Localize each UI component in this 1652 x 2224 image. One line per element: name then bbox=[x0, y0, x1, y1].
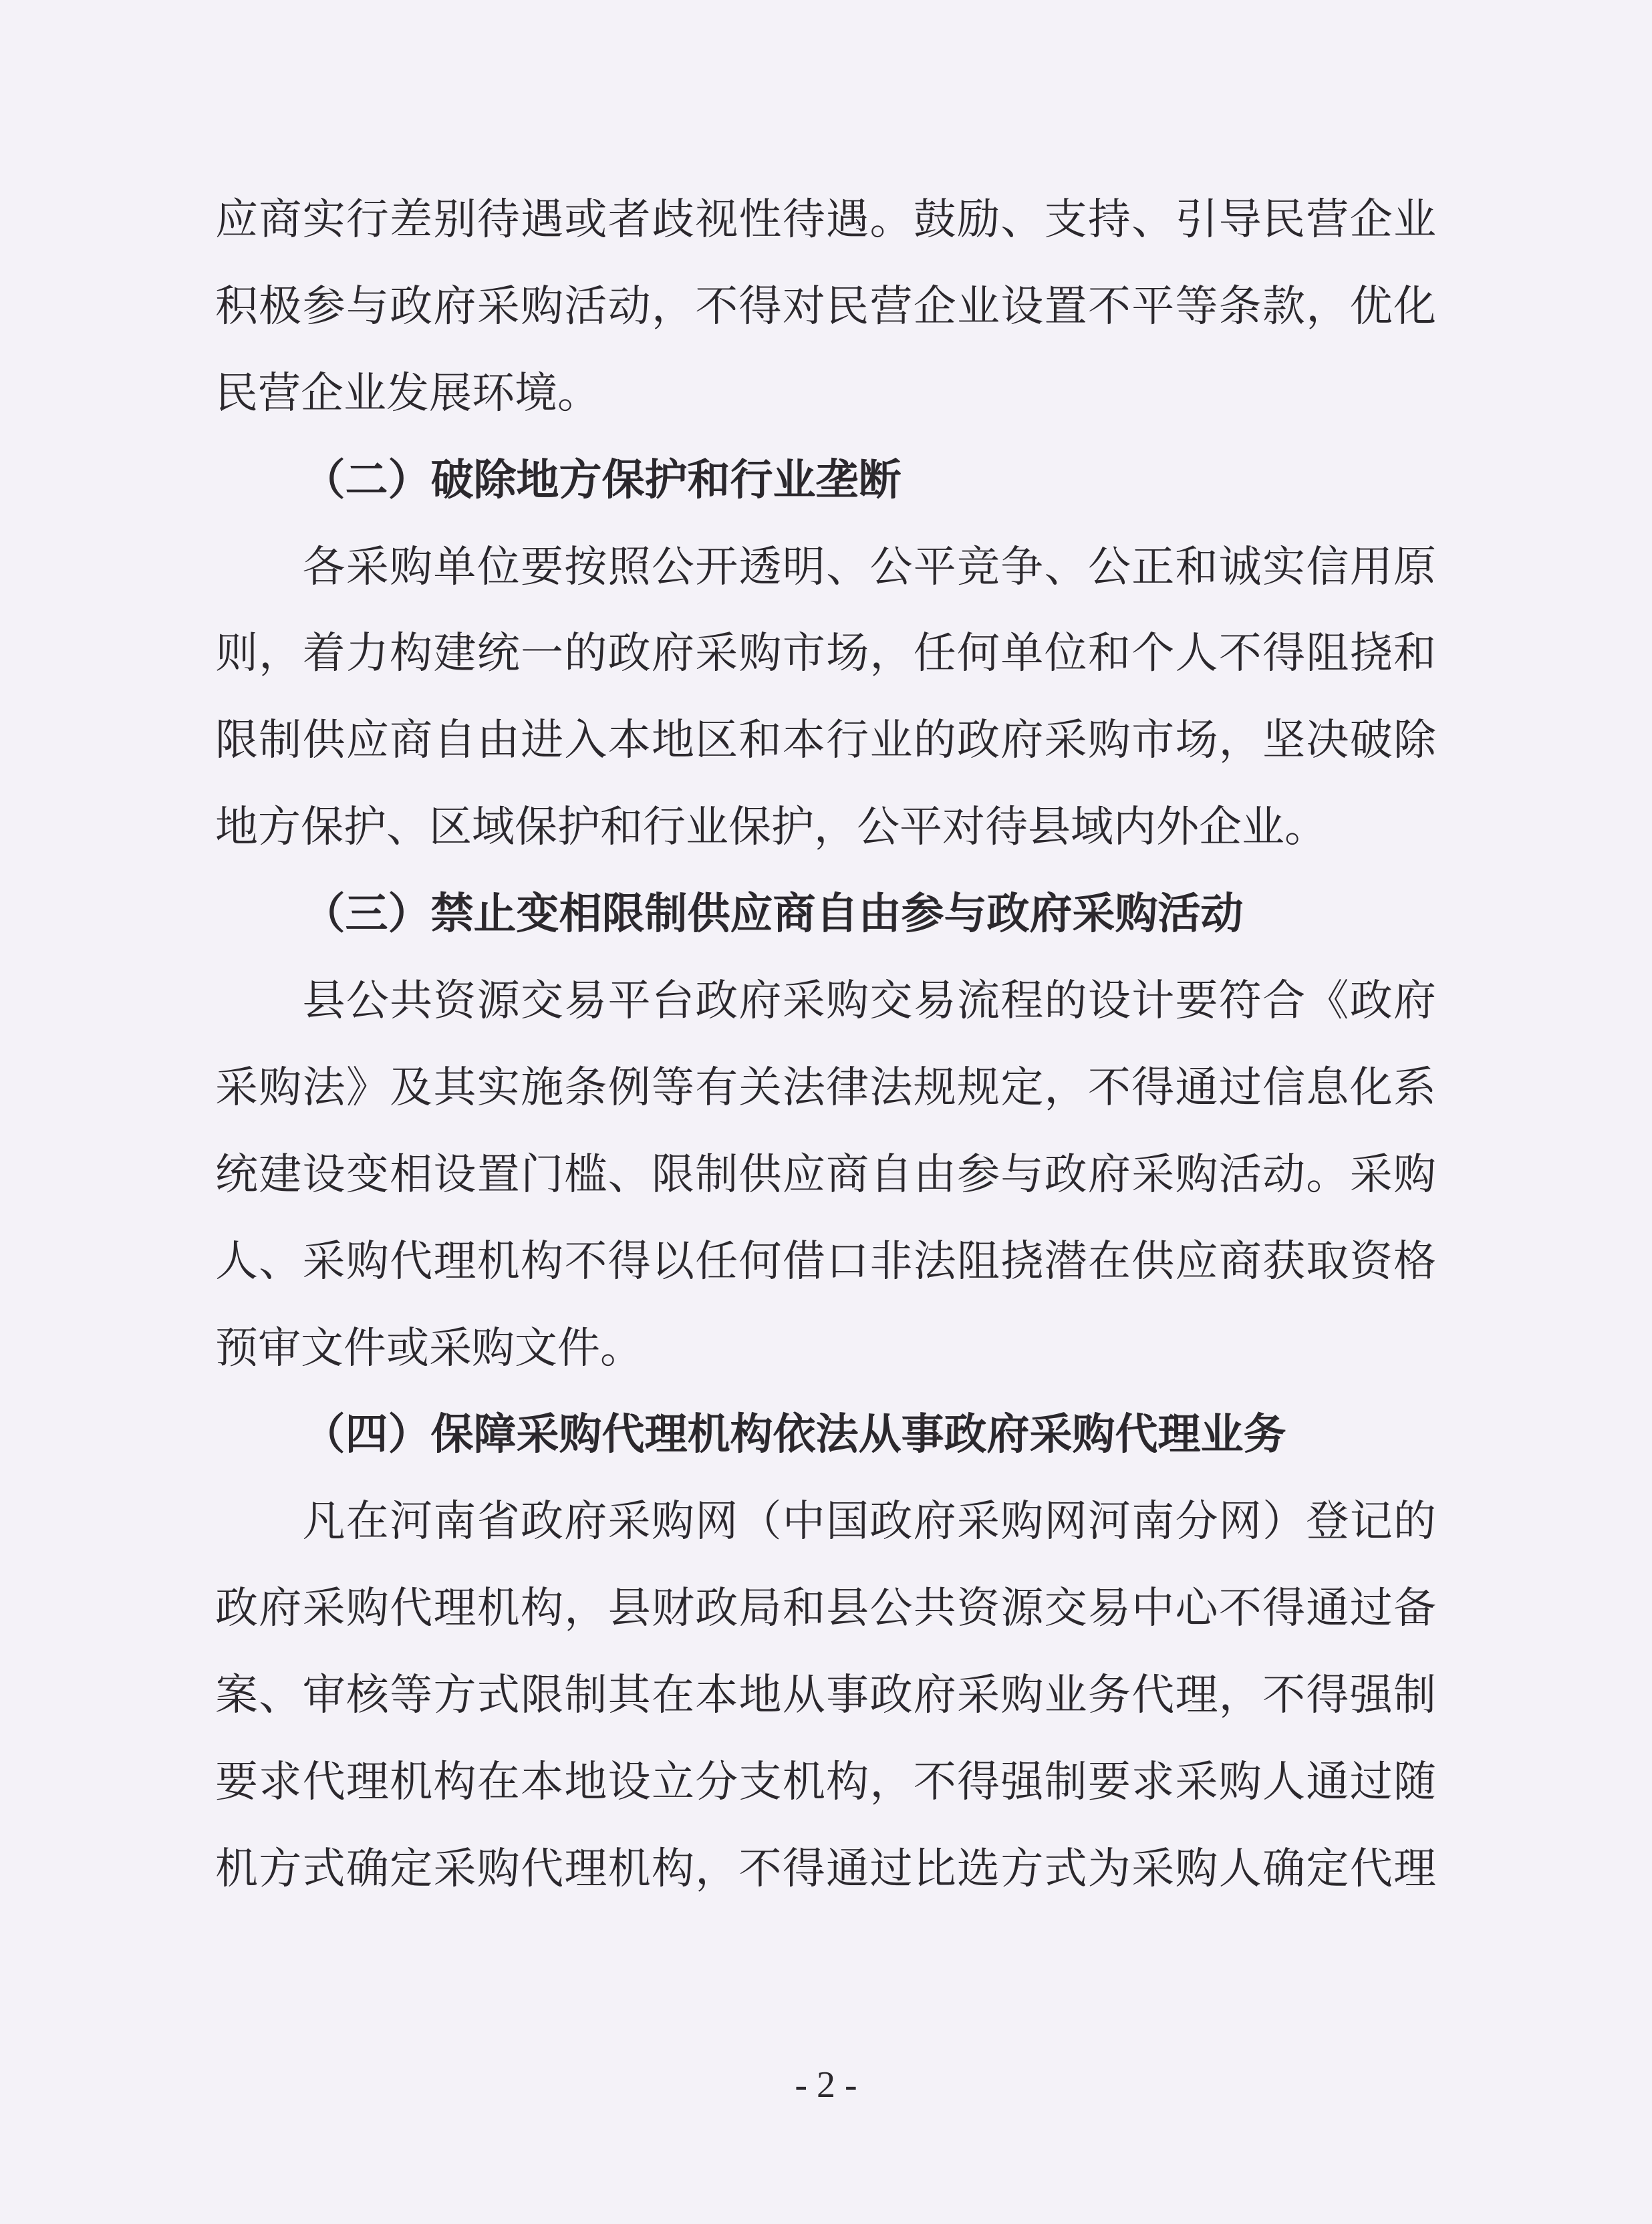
body-line: 地方保护、区域保护和行业保护，公平对待县域内外企业。 bbox=[215, 803, 1327, 851]
body-line: 统建设变相设置门槛、限制供应商自由参与政府采购活动。采购 bbox=[215, 1150, 1436, 1198]
body-line: 预审文件或采购文件。 bbox=[215, 1324, 643, 1372]
body-line: 限制供应商自由进入本地区和本行业的政府采购市场，坚决破除 bbox=[215, 716, 1436, 764]
body-line: 政府采购代理机构，县财政局和县公共资源交易中心不得通过备 bbox=[215, 1584, 1436, 1633]
body-line: 则，着力构建统一的政府采购市场，任何单位和个人不得阻挠和 bbox=[215, 630, 1436, 678]
page-number: - 2 - bbox=[795, 2064, 857, 2106]
body-line: 民营企业发展环境。 bbox=[215, 369, 600, 417]
section-heading: （三）禁止变相限制供应商自由参与政府采购活动 bbox=[302, 890, 1244, 938]
body-line: 应商实行差别待遇或者歧视性待遇。鼓励、支持、引导民营企业 bbox=[215, 196, 1436, 243]
body-line: 人、采购代理机构不得以任何借口非法阻挠潜在供应商获取资格 bbox=[215, 1237, 1436, 1285]
body-line: 采购法》及其实施条例等有关法律法规规定，不得通过信息化系 bbox=[215, 1063, 1436, 1111]
section-heading: （二）破除地方保护和行业垄断 bbox=[302, 456, 902, 504]
body-line: 案、审核等方式限制其在本地从事政府采购业务代理，不得强制 bbox=[215, 1671, 1436, 1719]
body-line: 县公共资源交易平台政府采购交易流程的设计要符合《政府 bbox=[302, 977, 1436, 1025]
body-line: 各采购单位要按照公开透明、公平竞争、公正和诚实信用原 bbox=[302, 543, 1436, 591]
body-line: 要求代理机构在本地设立分支机构，不得强制要求采购人通过随 bbox=[215, 1758, 1436, 1806]
body-text bbox=[215, 176, 1436, 1913]
body-line: 机方式确定采购代理机构，不得通过比选方式为采购人确定代理 bbox=[215, 1844, 1436, 1893]
body-line: 凡在河南省政府采购网（中国政府采购网河南分网）登记的 bbox=[302, 1498, 1436, 1546]
body-line: 积极参与政府采购活动，不得对民营企业设置不平等条款，优化 bbox=[215, 282, 1436, 330]
section-heading: （四）保障采购代理机构依法从事政府采购代理业务 bbox=[302, 1411, 1286, 1459]
